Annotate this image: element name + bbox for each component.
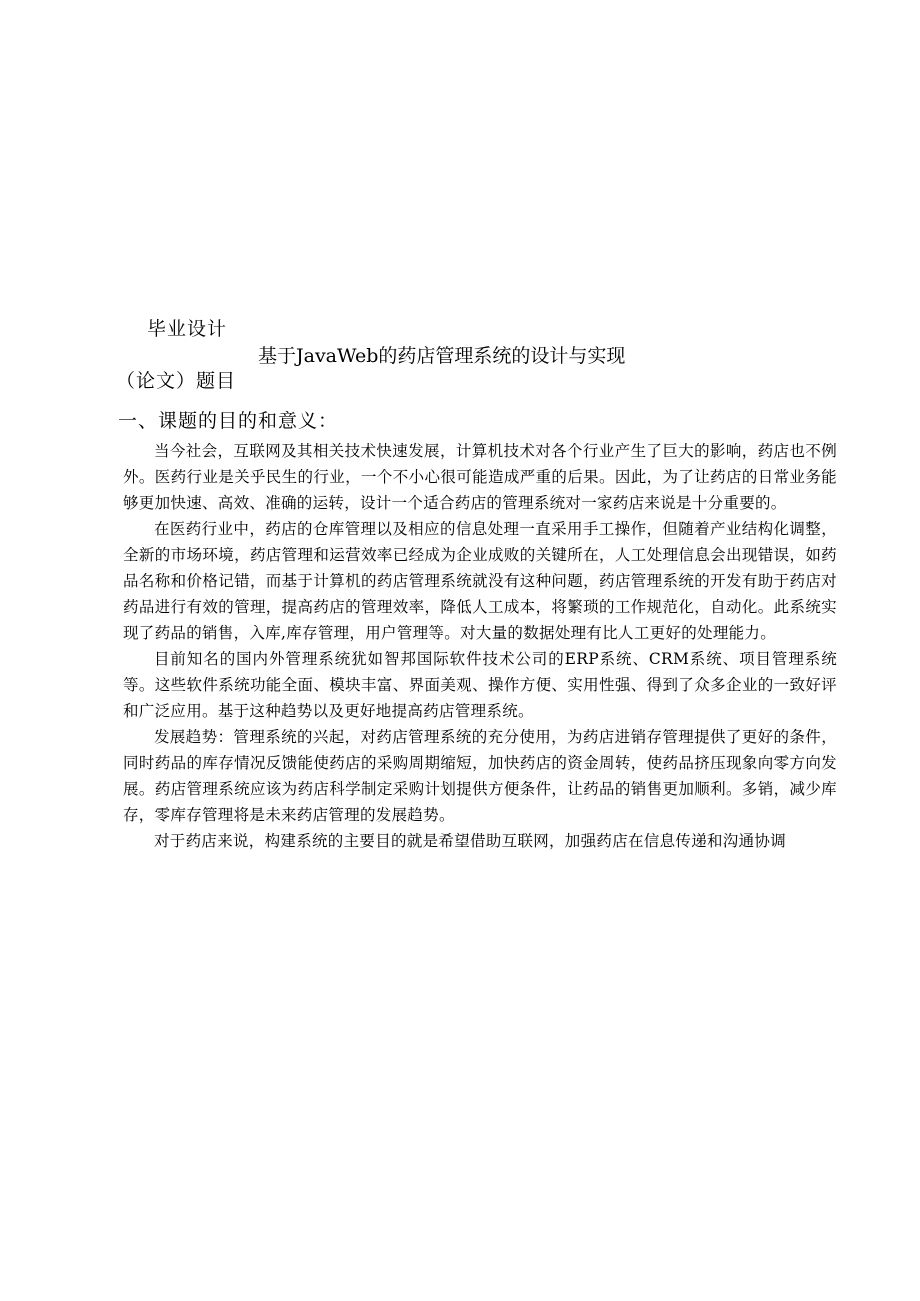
paragraph: 目前知名的国内外管理系统犹如智邦国际软件技术公司的ERP系统、CRM系统、项目管理系统等。这些软件系统功能全面、模块丰富、界面美观、操作方便、实用性强、得到了众多企业的一致好评和广泛应用。基于这种趋势以及更好地提高药店管理系统。 — [123, 650, 837, 720]
thesis-label-line1: 毕业设计 — [147, 318, 228, 340]
section-body — [123, 438, 837, 854]
paragraph: 发展趋势：管理系统的兴起，对药店管理系统的充分使用，为药店进销存管理提供了更好的条件，同时药品的库存情况反馈能使药店的采购周期缩短，加快药店的资金周转，使药品挤压现象向零方向发展。药店管理系统应该为药店科学制定采购计划提供方便条件，让药品的销售更加顺利。多销，减少库存，零库存管理将是未来药店管理的发展趋势。 — [123, 728, 837, 824]
section-heading: 一、课题的目的和意义： — [118, 410, 339, 432]
thesis-label-line2: （论文）题目 — [116, 370, 237, 392]
paragraph: 当今社会，互联网及其相关技术快速发展，计算机技术对各个行业产生了巨大的影响，药店也不例外。医药行业是关乎民生的行业，一个不小心很可能造成严重的后果。因此，为了让药店的日常业务能够更加快速、高效、准确的运转，设计一个适合药店的管理系统对一家药店来说是十分重要的。 — [123, 442, 837, 512]
paragraph: 在医药行业中，药店的仓库管理以及相应的信息处理一直采用手工操作，但随着产业结构化调整，全新的市场环境，药店管理和运营效率已经成为企业成败的关键所在，人工处理信息会出现错误，如药品名称和价格记错，而基于计算机的药店管理系统就没有这种问题，药店管理系统的开发有助于药店对药品进行有效的管理，提高药店的管理效率，降低人工成本，将繁琐的工作规范化，自动化。此系统实现了药品的销售，入库,库存管理，用户管理等。对大量的数据处理有比人工更好的处理能力。 — [123, 520, 837, 642]
paragraph: 对于药店来说，构建系统的主要目的就是希望借助互联网，加强药店在信息传递和沟通协调 — [154, 832, 787, 850]
thesis-title: 基于JavaWeb的药店管理系统的设计与实现 — [258, 345, 626, 367]
